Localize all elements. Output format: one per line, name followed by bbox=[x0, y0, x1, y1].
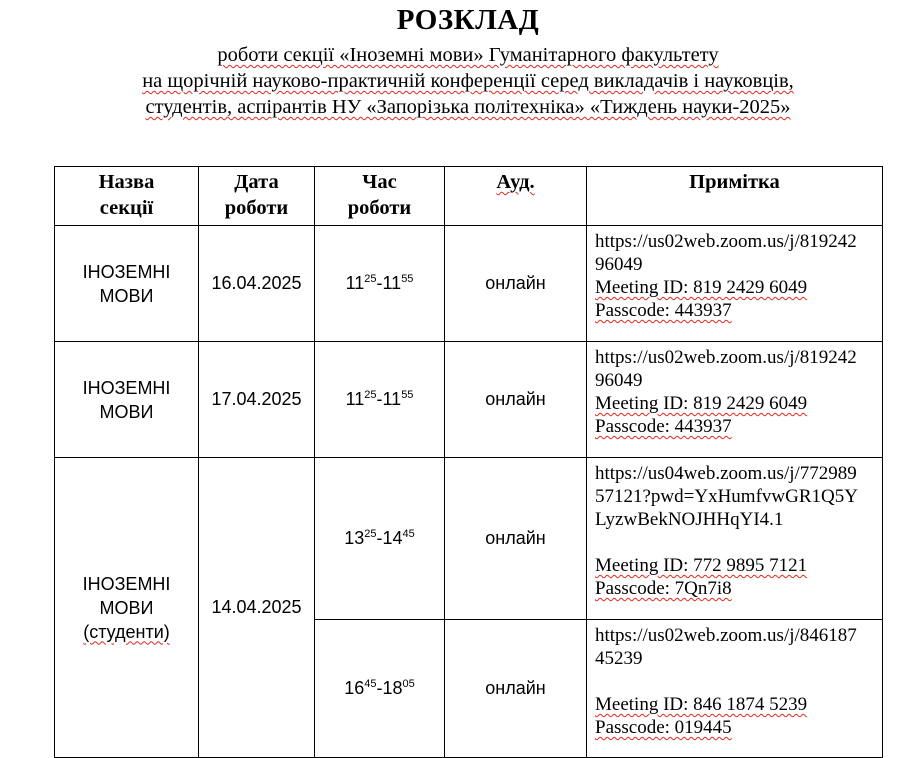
zoom-link-cont[interactable]: 96049 bbox=[595, 254, 643, 275]
zoom-link-cont[interactable]: 57121?pwd=YxHumfvwGR1Q5Y bbox=[595, 486, 858, 507]
zoom-link[interactable]: https://us02web.zoom.us/j/819242 bbox=[595, 347, 857, 368]
subtitle-line-2: на щорічній науково-практичній конференції серед викладачів і науковців, bbox=[142, 70, 794, 92]
date-cell: 17.04.2025 bbox=[199, 342, 315, 458]
zoom-link-cont[interactable]: 96049 bbox=[595, 370, 643, 391]
zoom-link-cont[interactable]: 45239 bbox=[595, 648, 643, 669]
table-row bbox=[55, 458, 883, 620]
time-cell: $13^{25}-14^{45}$ bbox=[315, 458, 445, 620]
zoom-link-cont[interactable]: LyzwBekNOJHHqYI4.1 bbox=[595, 509, 784, 530]
date-cell: 16.04.2025 bbox=[199, 226, 315, 342]
passcode: Passcode: 443937 bbox=[595, 416, 732, 437]
header-room: Ауд. bbox=[445, 167, 587, 226]
header-time: Час роботи bbox=[315, 167, 445, 226]
time-cell: $11^{25}-11^{55}$ bbox=[315, 226, 445, 342]
note-cell bbox=[587, 458, 883, 620]
room-cell: онлайн bbox=[445, 342, 587, 458]
meeting-id: Meeting ID: 846 1874 5239 bbox=[595, 694, 808, 715]
room-cell: онлайн bbox=[445, 226, 587, 342]
subtitle-line-1: роботи секції «Іноземні мови» Гуманітарного факультету bbox=[217, 44, 719, 66]
room-cell: онлайн bbox=[445, 458, 587, 620]
section-name-cell: ІНОЗЕМНІ МОВИ bbox=[55, 226, 199, 342]
zoom-link[interactable]: https://us02web.zoom.us/j/846187 bbox=[595, 625, 857, 646]
time-cell: $16^{45}-18^{05}$ bbox=[315, 620, 445, 758]
subtitle-line-3: студентів, аспірантів НУ «Запорізька політехніка» «Тиждень науки-2025» bbox=[145, 96, 791, 118]
date-cell: 14.04.2025 bbox=[199, 458, 315, 758]
passcode: Passcode: 019445 bbox=[595, 717, 732, 738]
table-header-row bbox=[55, 167, 883, 226]
header-section: Назва секції bbox=[55, 167, 199, 226]
meeting-id: Meeting ID: 772 9895 7121 bbox=[595, 555, 808, 576]
passcode: Passcode: 7Qn7i8 bbox=[595, 578, 732, 599]
schedule-table bbox=[54, 166, 883, 758]
table-row bbox=[55, 342, 883, 458]
header-date: Дата роботи bbox=[199, 167, 315, 226]
zoom-link[interactable]: https://us02web.zoom.us/j/819242 bbox=[595, 231, 857, 252]
meeting-id: Meeting ID: 819 2429 6049 bbox=[595, 393, 808, 414]
note-cell bbox=[587, 342, 883, 458]
time-cell: $11^{25}-11^{55}$ bbox=[315, 342, 445, 458]
room-cell: онлайн bbox=[445, 620, 587, 758]
section-name-cell: ІНОЗЕМНІ МОВИ bbox=[55, 342, 199, 458]
note-cell bbox=[587, 226, 883, 342]
meeting-id: Meeting ID: 819 2429 6049 bbox=[595, 277, 808, 298]
passcode: Passcode: 443937 bbox=[595, 300, 732, 321]
note-cell bbox=[587, 620, 883, 758]
document-title: РОЗКЛАД bbox=[396, 4, 540, 36]
blank-line bbox=[595, 531, 878, 554]
section-name-cell: ІНОЗЕМНІ МОВИ (студенти) bbox=[55, 458, 199, 758]
table-row bbox=[55, 226, 883, 342]
blank-line bbox=[595, 670, 878, 693]
zoom-link[interactable]: https://us04web.zoom.us/j/772989 bbox=[595, 463, 857, 484]
header-note: Примітка bbox=[587, 167, 883, 226]
